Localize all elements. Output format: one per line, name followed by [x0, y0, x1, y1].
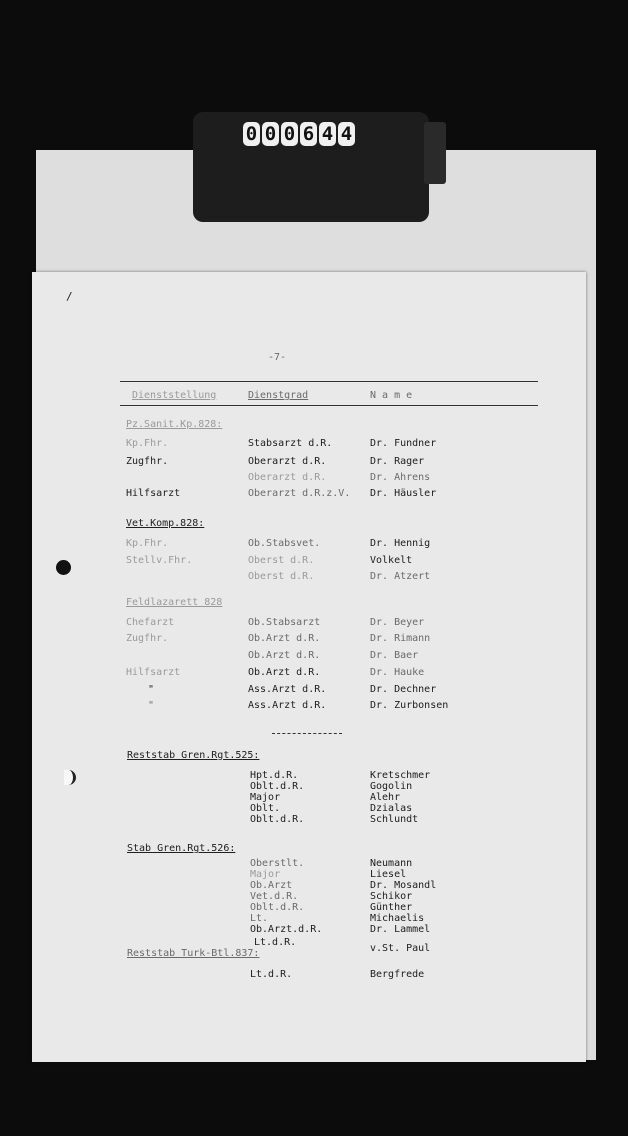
- counter-digit: 0: [281, 122, 298, 146]
- header-rule: [120, 405, 538, 406]
- section-title: Reststab Gren.Rgt.525:: [127, 750, 260, 761]
- person-name: Dr. Atzert: [370, 571, 431, 582]
- col-header-name: N a m e: [370, 390, 413, 401]
- rank: Major: [250, 869, 281, 880]
- person-name: Kretschmer: [370, 770, 431, 781]
- page-number: -7-: [268, 352, 287, 363]
- person-name: Günther: [370, 902, 413, 913]
- person-name: Dr. Rimann: [370, 633, 431, 644]
- section-title: Feldlazarett 828: [126, 597, 223, 608]
- position: Kp.Fhr.: [126, 438, 169, 449]
- position: Chefarzt: [126, 617, 175, 628]
- position: Zugfhr.: [126, 456, 169, 467]
- person-name: Dzialas: [370, 803, 413, 814]
- ditto-mark: ": [148, 700, 155, 711]
- person-name: Dr. Fundner: [370, 438, 437, 449]
- person-name: Dr. Rager: [370, 456, 425, 467]
- frame-counter: [243, 122, 355, 146]
- rank: Ass.Arzt d.R.: [248, 700, 327, 711]
- rank: Oblt.: [250, 803, 281, 814]
- rank: Vet.d.R.: [250, 891, 299, 902]
- rank: Hpt.d.R.: [250, 770, 299, 781]
- rank: Oblt.d.R.: [250, 814, 305, 825]
- person-name: Volkelt: [370, 555, 413, 566]
- person-name: Dr. Häusler: [370, 488, 437, 499]
- rank: Ob.Stabsarzt: [248, 617, 321, 628]
- section-title: Pz.Sanit.Kp.828:: [126, 419, 223, 430]
- rank: Lt.d.R.: [254, 937, 297, 948]
- rank: Lt.d.R.: [250, 969, 293, 980]
- position: Stellv.Fhr.: [126, 555, 193, 566]
- person-name: v.St. Paul: [370, 943, 431, 954]
- counter-digit: 0: [243, 122, 260, 146]
- counter-digit: 4: [338, 122, 355, 146]
- person-name: Dr. Hauke: [370, 667, 425, 678]
- counter-digit: 4: [319, 122, 336, 146]
- position: Hilfsarzt: [126, 667, 181, 678]
- person-name: Schlundt: [370, 814, 419, 825]
- section-separator: [272, 733, 342, 734]
- rank: Oberarzt d.R.: [248, 472, 327, 483]
- rank: Oberarzt d.R.: [248, 456, 327, 467]
- col-header-dienstgrad: Dienstgrad: [248, 390, 309, 401]
- position: Hilfsarzt: [126, 488, 181, 499]
- rank: Oberst d.R.: [248, 571, 315, 582]
- rank: Ob.Stabsvet.: [248, 538, 321, 549]
- person-name: Gogolin: [370, 781, 413, 792]
- person-name: Liesel: [370, 869, 407, 880]
- rank: Ass.Arzt d.R.: [248, 684, 327, 695]
- rank: Oblt.d.R.: [250, 902, 305, 913]
- counter-digit: 6: [300, 122, 317, 146]
- person-name: Dr. Zurbonsen: [370, 700, 449, 711]
- person-name: Michaelis: [370, 913, 425, 924]
- section-title: Reststab Turk-Btl.837:: [127, 948, 260, 959]
- ditto-mark: ": [148, 684, 155, 695]
- person-name: Bergfrede: [370, 969, 425, 980]
- rank: Stabsarzt d.R.: [248, 438, 333, 449]
- rank: Oblt.d.R.: [250, 781, 305, 792]
- rank: Ob.Arzt d.R.: [248, 650, 321, 661]
- rank: Oberst d.R.: [248, 555, 315, 566]
- clip-tab: [424, 122, 446, 184]
- rank: Ob.Arzt.d.R.: [250, 924, 323, 935]
- rank: Oberarzt d.R.z.V.: [248, 488, 351, 499]
- person-name: Alehr: [370, 792, 401, 803]
- section-title: Vet.Komp.828:: [126, 518, 205, 529]
- section-title: Stab Gren.Rgt.526:: [127, 843, 236, 854]
- position: Zugfhr.: [126, 633, 169, 644]
- person-name: Dr. Lammel: [370, 924, 431, 935]
- person-name: Dr. Ahrens: [370, 472, 431, 483]
- person-name: Dr. Hennig: [370, 538, 431, 549]
- rank: Ob.Arzt d.R.: [248, 633, 321, 644]
- rank: Lt.: [250, 913, 269, 924]
- rank: Ob.Arzt d.R.: [248, 667, 321, 678]
- punch-hole: [56, 560, 71, 575]
- rank: Ob.Arzt: [250, 880, 293, 891]
- person-name: Dr. Dechner: [370, 684, 437, 695]
- pen-mark: /: [66, 290, 73, 303]
- person-name: Neumann: [370, 858, 413, 869]
- col-header-dienststellung: Dienststellung: [132, 390, 217, 401]
- person-name: Dr. Beyer: [370, 617, 425, 628]
- rank: Major: [250, 792, 281, 803]
- counter-digit: 0: [262, 122, 279, 146]
- position: Kp.Fhr.: [126, 538, 169, 549]
- person-name: Dr. Mosandl: [370, 880, 437, 891]
- header-rule: [120, 381, 538, 382]
- person-name: Dr. Baer: [370, 650, 419, 661]
- rank: Oberstlt.: [250, 858, 305, 869]
- person-name: Schikor: [370, 891, 413, 902]
